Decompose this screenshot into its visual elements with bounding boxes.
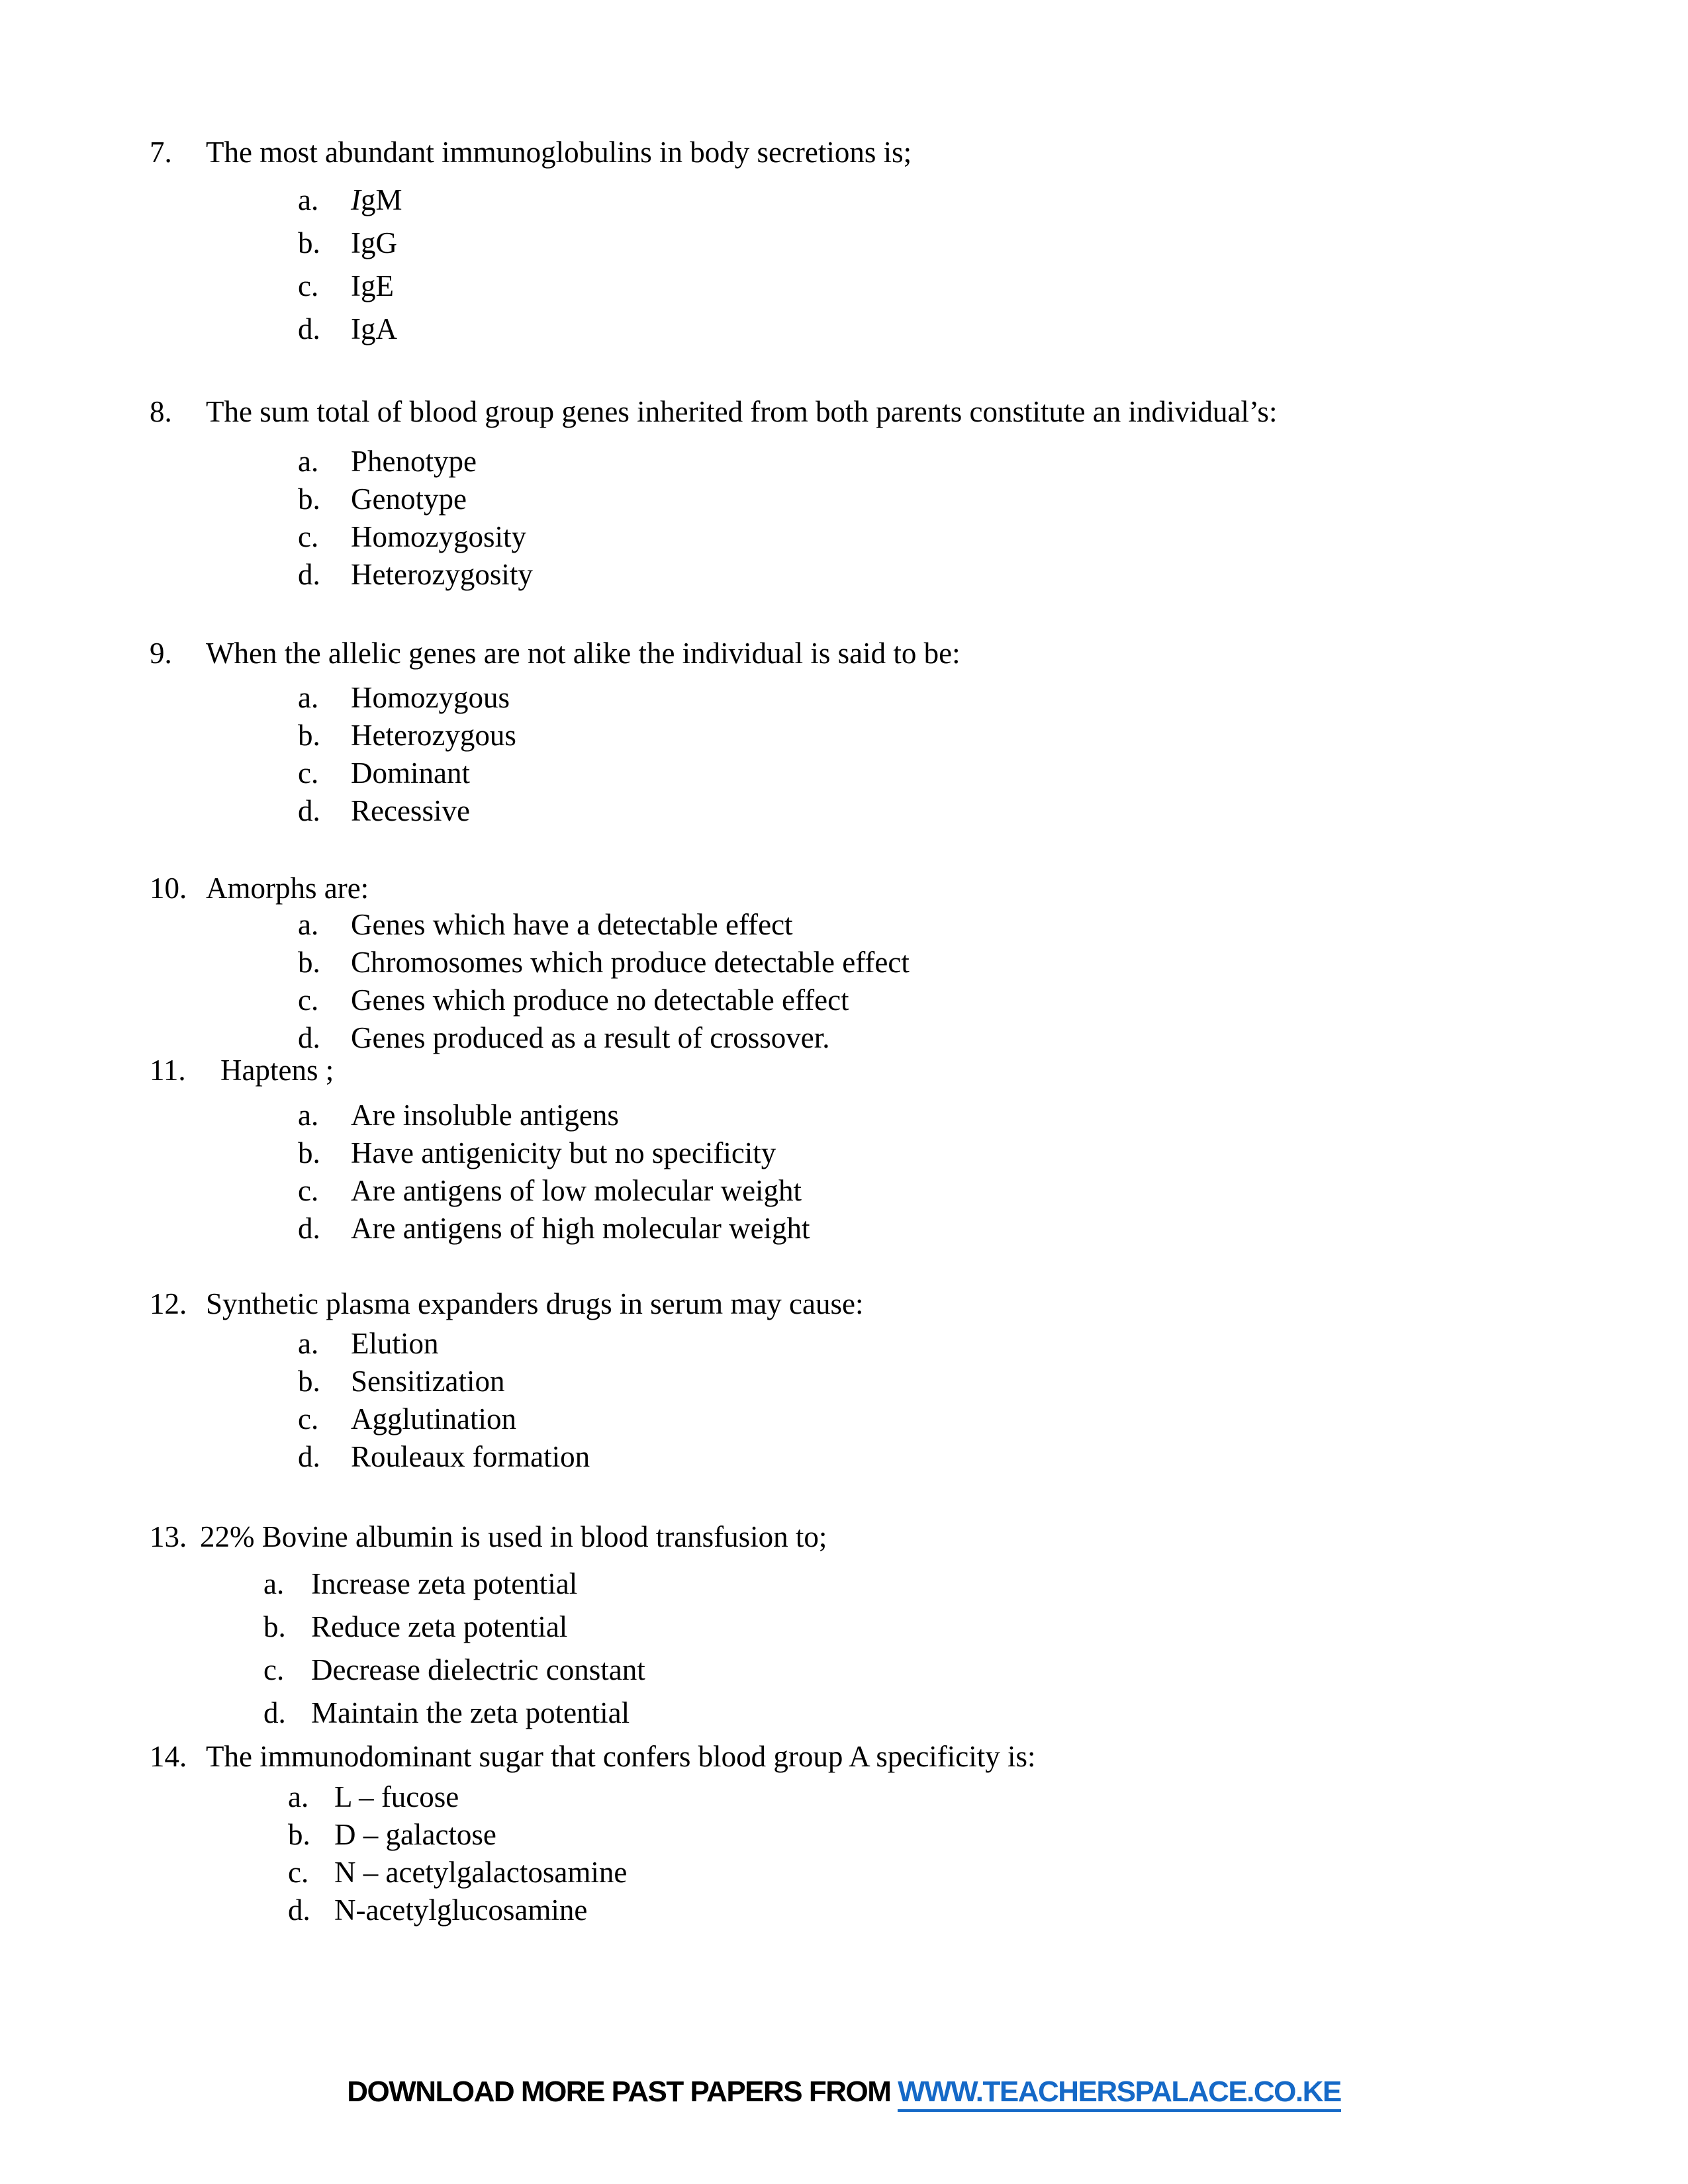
question-heading [0,1289,1688,1329]
question-number: 13. [150,1520,187,1553]
option-row [0,796,1688,834]
option-text: IgG [351,226,397,259]
question-number: 8. [150,395,172,428]
option-text: Dominant [351,756,470,790]
option-text: Elution [351,1327,439,1360]
question-number: 12. [150,1287,187,1320]
option-row [0,1214,1688,1251]
question-block-11 [0,1056,1688,1251]
option-text: Genes produced as a result of crossover. [351,1021,830,1054]
option-text: Maintain the zeta potential [311,1696,630,1729]
option-text: N-acetylglucosamine [334,1893,588,1927]
option-row [0,985,1688,1023]
option-text: Are antigens of high molecular weight [351,1212,810,1245]
option-text: Recessive [351,794,470,827]
option-row [0,1329,1688,1367]
option-marker: c. [263,1653,285,1686]
option-marker: b. [298,482,320,516]
option-text: Are insoluble antigens [351,1099,619,1132]
question-text: The immunodominant sugar that confers blood group A specificity is: [206,1740,1036,1773]
option-text: IgE [351,269,394,302]
question-heading [0,639,1688,683]
option-marker: c. [288,1856,309,1889]
option-marker: d. [298,1440,320,1473]
question-heading [0,874,1688,910]
option-row [0,1698,1688,1741]
option-row [0,1820,1688,1858]
option-text: Homozygosity [351,520,526,553]
question-heading [0,1522,1688,1569]
option-row [0,1101,1688,1138]
option-row [0,948,1688,985]
option-row [0,910,1688,948]
option-text: Decrease dielectric constant [311,1653,645,1686]
option-marker: c. [298,983,319,1017]
option-marker: a. [298,183,319,216]
question-text: Haptens ; [220,1054,334,1087]
question-block-10 [0,874,1688,1061]
question-number: 11. [150,1054,186,1087]
option-marker: a. [298,1099,319,1132]
option-row [0,1569,1688,1612]
question-block-9 [0,639,1688,834]
question-heading [0,397,1688,447]
option-row [0,1655,1688,1698]
option-text: Phenotype [351,445,477,478]
option-text: Rouleaux formation [351,1440,590,1473]
option-row [0,484,1688,522]
option-row [0,228,1688,271]
question-text: 22% Bovine albumin is used in blood transfusion to; [200,1520,827,1553]
option-marker: d. [298,1021,320,1054]
option-row [0,1367,1688,1404]
option-row [0,683,1688,721]
option-marker: c. [298,756,319,790]
question-block-14 [0,1742,1688,1933]
option-text: Genes which have a detectable effect [351,908,793,941]
option-marker: b. [298,1365,320,1398]
option-text: Heterozygosity [351,558,533,591]
question-number: 14. [150,1740,187,1773]
option-text: Chromosomes which produce detectable effect [351,946,910,979]
footer-text: DOWNLOAD MORE PAST PAPERS FROM [347,2075,898,2108]
question-number: 10. [150,872,187,905]
option-row [0,522,1688,560]
question-number: 9. [150,637,172,670]
option-marker: d. [298,794,320,827]
option-text: IgM [351,183,402,216]
option-marker: c. [298,269,319,302]
option-marker: b. [263,1610,286,1643]
question-heading [0,138,1688,185]
option-row [0,721,1688,758]
option-row [0,1442,1688,1480]
option-marker: b. [298,1136,320,1169]
option-row [0,1858,1688,1895]
option-marker: b. [298,226,320,259]
option-row [0,447,1688,484]
footer-link[interactable]: WWW.TEACHERSPALACE.CO.KE [898,2075,1341,2112]
option-marker: d. [298,312,320,345]
option-text: Have antigenicity but no specificity [351,1136,776,1169]
question-text: Amorphs are: [206,872,369,905]
option-row [0,758,1688,796]
option-marker: c. [298,1402,319,1435]
option-text: Reduce zeta potential [311,1610,568,1643]
option-row [0,314,1688,357]
option-marker: d. [263,1696,286,1729]
question-text: The sum total of blood group genes inherited from both parents constitute an individual’s: [206,395,1278,428]
option-text: Increase zeta potential [311,1567,578,1600]
option-marker: b. [288,1818,310,1851]
option-marker: a. [263,1567,285,1600]
option-marker: a. [298,445,319,478]
option-row [0,1895,1688,1933]
option-text: Homozygous [351,681,510,714]
option-marker: a. [288,1780,309,1813]
option-text: D – galactose [334,1818,496,1851]
option-marker: c. [298,1174,319,1207]
question-text: Synthetic plasma expanders drugs in serum may cause: [206,1287,864,1320]
option-text: Genes which produce no detectable effect [351,983,849,1017]
option-marker: a. [298,908,319,941]
question-block-8 [0,397,1688,598]
option-text: IgA [351,312,397,345]
question-number: 7. [150,136,172,169]
option-text: Agglutination [351,1402,516,1435]
question-heading [0,1056,1688,1101]
option-marker: d. [288,1893,310,1927]
question-text: When the allelic genes are not alike the individual is said to be: [206,637,961,670]
option-row [0,185,1688,228]
option-row [0,560,1688,598]
option-marker: c. [298,520,319,553]
question-block-13 [0,1522,1688,1741]
option-row [0,1404,1688,1442]
option-text: Sensitization [351,1365,505,1398]
option-row [0,1138,1688,1176]
question-block-7 [0,138,1688,357]
option-marker: d. [298,558,320,591]
question-heading [0,1742,1688,1782]
option-marker: d. [298,1212,320,1245]
option-text: Are antigens of low molecular weight [351,1174,802,1207]
option-marker: a. [298,1327,319,1360]
option-marker: a. [298,681,319,714]
option-row [0,1612,1688,1655]
footer [0,2075,1688,2109]
question-text: The most abundant immunoglobulins in body secretions is; [206,136,912,169]
option-marker: b. [298,719,320,752]
option-row [0,1782,1688,1820]
question-block-12 [0,1289,1688,1480]
option-marker: b. [298,946,320,979]
option-text: N – acetylgalactosamine [334,1856,628,1889]
option-text: Heterozygous [351,719,516,752]
option-row [0,1176,1688,1214]
option-row [0,271,1688,314]
option-text: Genotype [351,482,467,516]
option-text: L – fucose [334,1780,459,1813]
